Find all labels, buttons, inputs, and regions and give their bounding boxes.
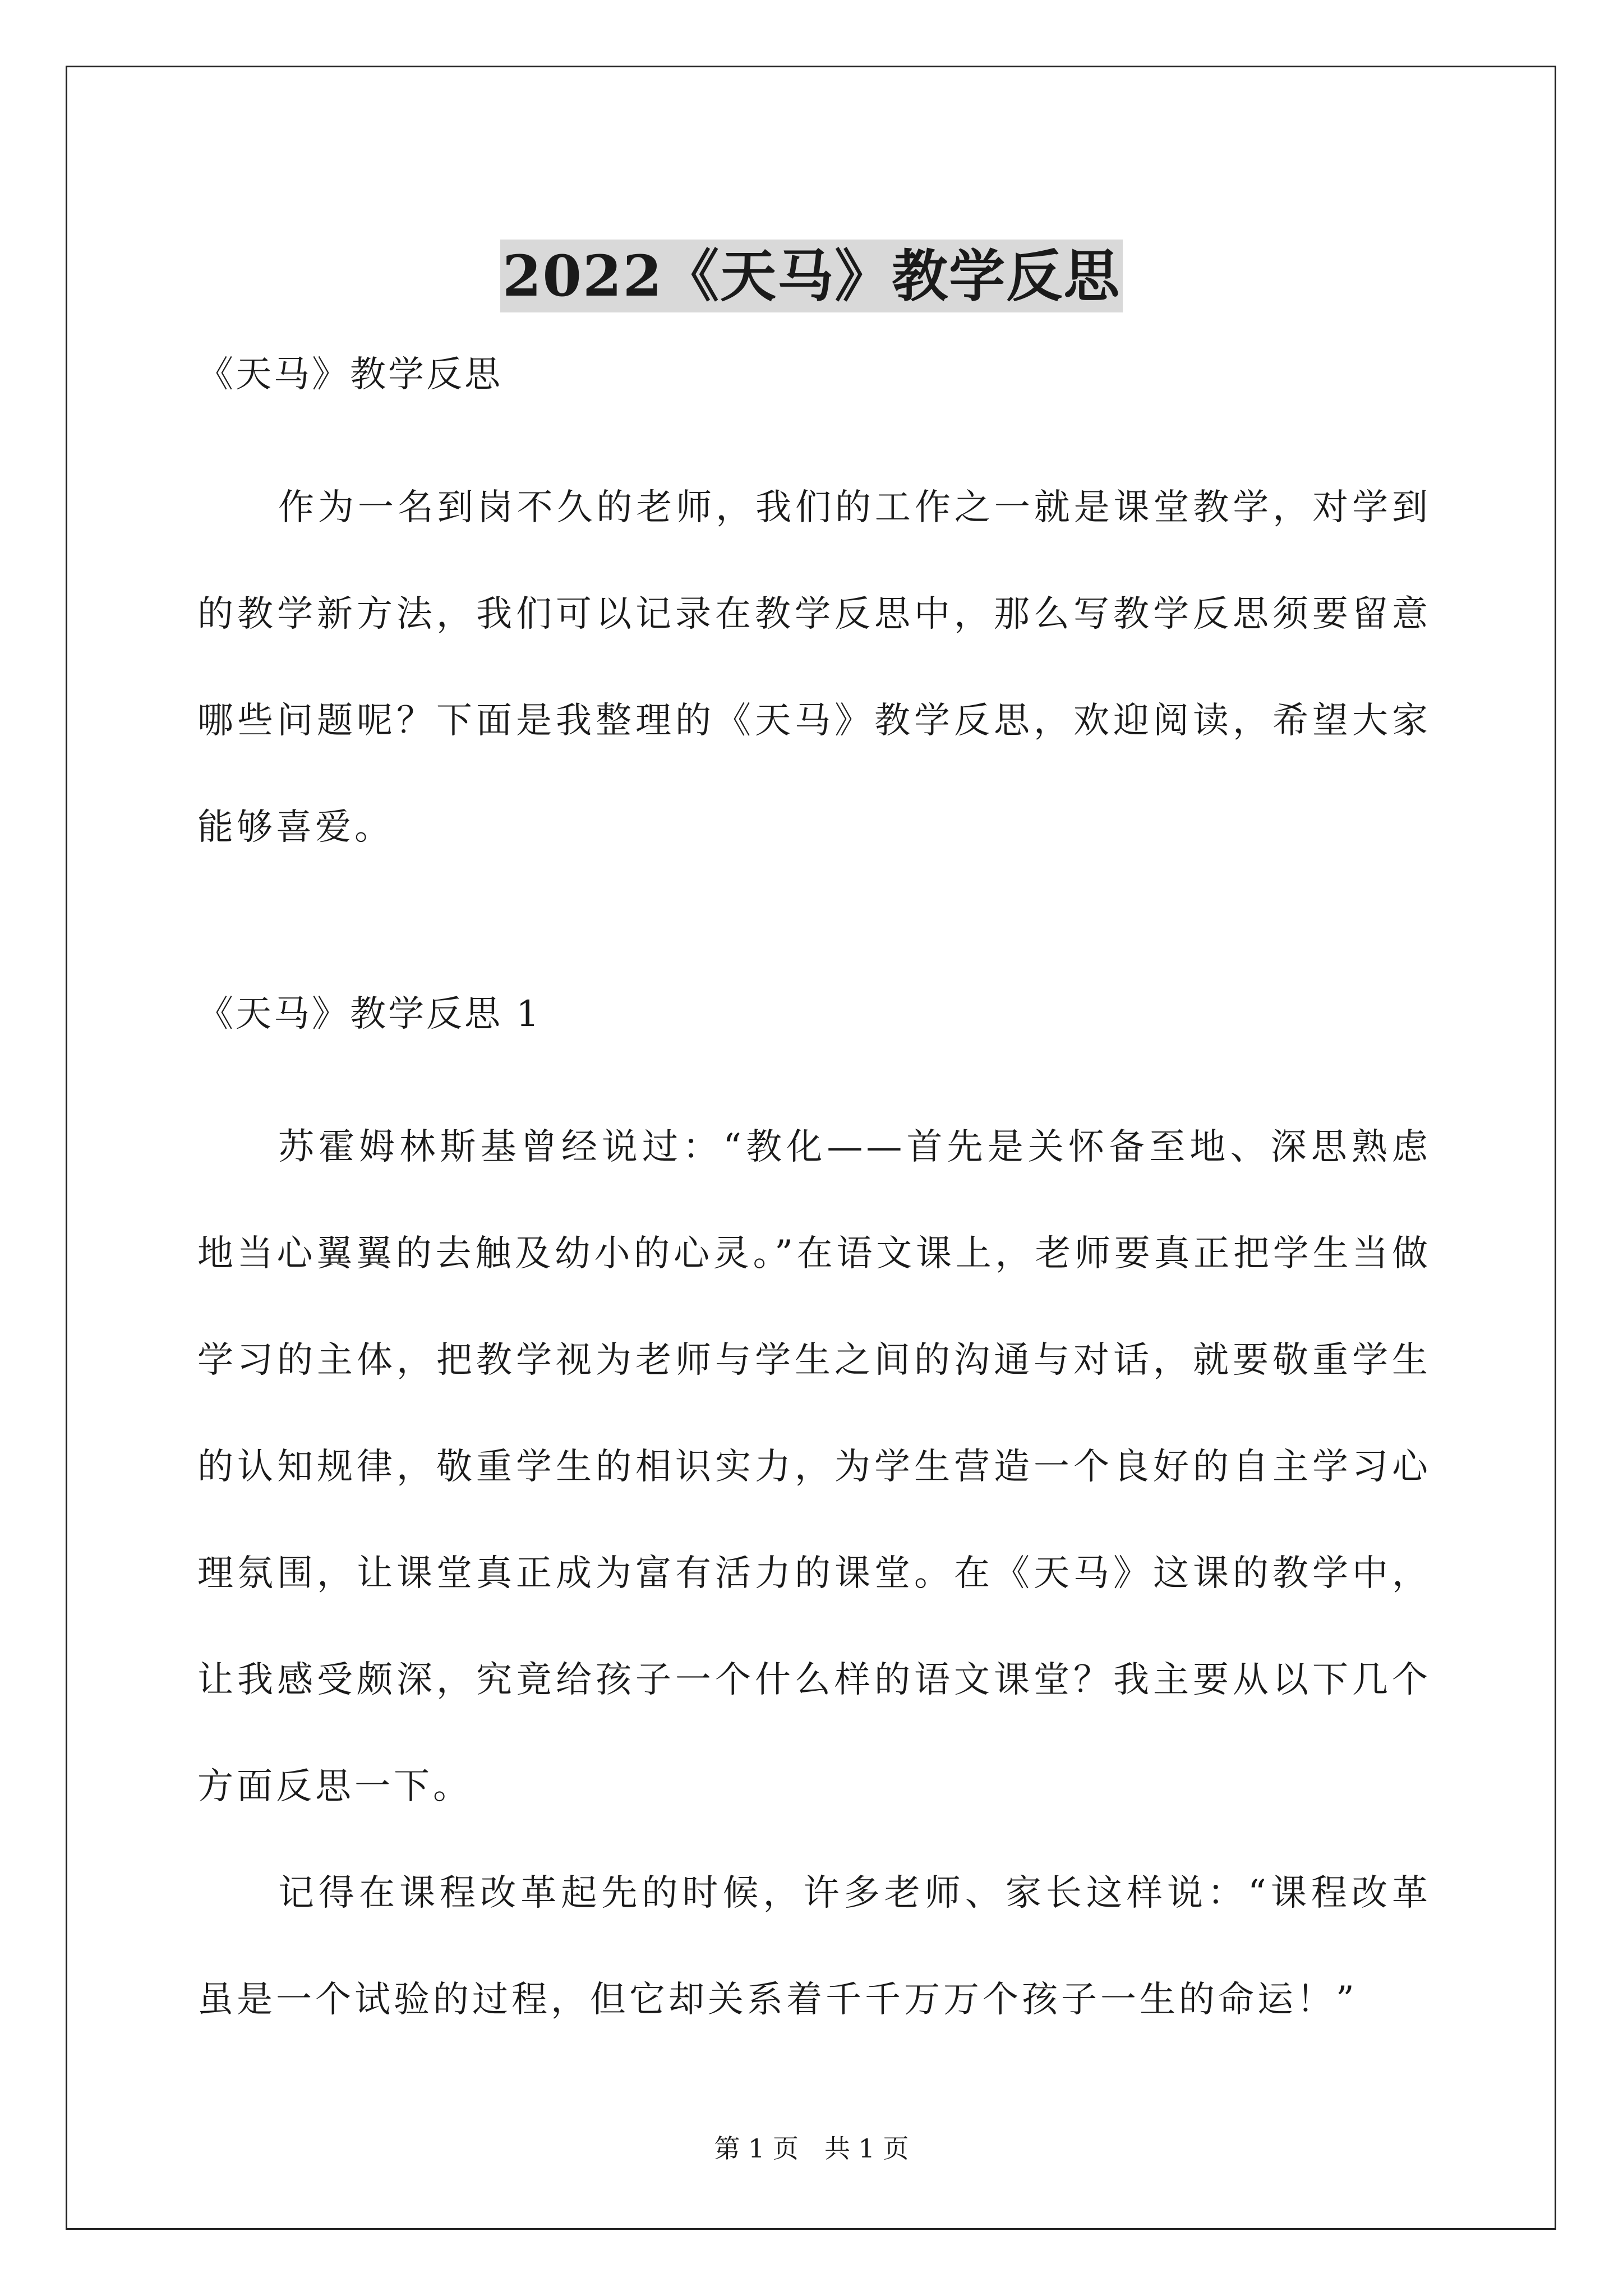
section-heading: 《天马》教学反思 1 bbox=[197, 993, 542, 1035]
spacer bbox=[197, 402, 1431, 454]
intro-heading: 《天马》教学反思 bbox=[197, 354, 502, 395]
document-body bbox=[197, 348, 1431, 2053]
title-container bbox=[0, 202, 1623, 350]
spacer bbox=[197, 1041, 1431, 1094]
page-footer bbox=[0, 2132, 1623, 2165]
page-number: 第 1 页 bbox=[714, 2133, 799, 2164]
page-total: 共 1 页 bbox=[824, 2133, 909, 2164]
section-paragraph: 记得在课程改革起先的时候，许多老师、家长这样说：“课程改革虽是一个试验的过程，但它却关系着千千万万个孩子一生的命运！” bbox=[197, 1872, 1431, 2021]
document-title: 2022《天马》教学反思 bbox=[500, 240, 1123, 312]
intro-paragraph: 作为一名到岗不久的老师，我们的工作之一就是课堂教学，对学到的教学新方法，我们可以记录在教学反思中，那么写教学反思须要留意哪些问题呢？下面是我整理的《天马》教学反思，欢迎阅读，希望大家能够喜爱。 bbox=[197, 487, 1431, 848]
section-paragraph: 苏霍姆林斯基曾经说过：“教化——首先是关怀备至地、深思熟虑地当心翼翼的去触及幼小的心灵。”在语文课上，老师要真正把学生当做学习的主体，把教学视为老师与学生之间的沟通与对话，就要敬重学生的认知规律，敬重学生的相识实力，为学生营造一个良好的自主学习心理氛围，让课堂真正成为富有活力的课堂。在《天马》这课的教学中，让我感受颇深，究竟给孩子一个什么样的语文课堂？我主要从以下几个方面反思一下。 bbox=[197, 1126, 1431, 1807]
spacer bbox=[197, 881, 1431, 987]
